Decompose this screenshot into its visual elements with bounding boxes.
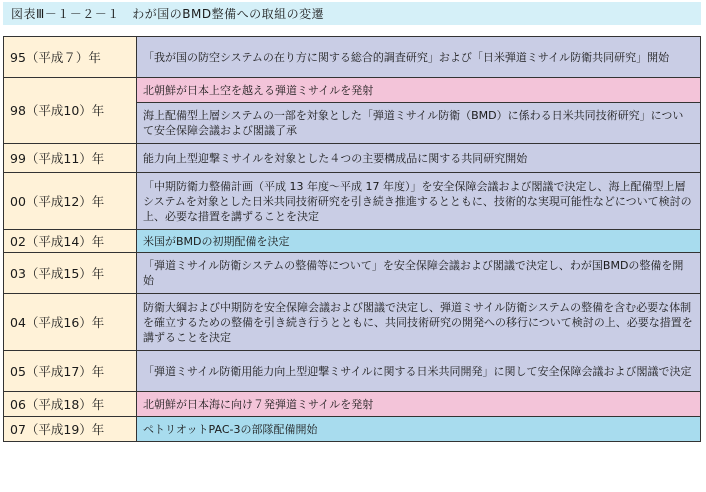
year-cell: 98（平成10）年 (4, 78, 137, 144)
table-row (4, 392, 701, 417)
event-cell: 海上配備型上層システムの一部を対象とした「弾道ミサイル防衛（BMD）に係わる日米共同技術研究」について安全保障会議および閣議了承 (137, 103, 701, 144)
table-row (4, 230, 701, 253)
year-cell: 04（平成16）年 (4, 294, 137, 351)
event-cell: 米国がBMDの初期配備を決定 (137, 230, 701, 253)
year-cell: 95（平成７）年 (4, 37, 137, 78)
event-cell: 北朝鮮が日本海に向け７発弾道ミサイルを発射 (137, 392, 701, 417)
table-row (4, 351, 701, 392)
event-cell: ペトリオットPAC-3の部隊配備開始 (137, 417, 701, 442)
event-cell: 防衛大綱および中期防を安全保障会議および閣議で決定し、弾道ミサイル防衛システムの整備を含む必要な体制を確立するための整備を引き続き行うとともに、共同技術研究の開発への移行について検討の上、必要な措置を講ずることを決定 (137, 294, 701, 351)
event-cell: 「中期防衛力整備計画（平成 13 年度〜平成 17 年度）」を安全保障会議および閣議で決定し、海上配備型上層システムを対象とした日米共同技術研究を引き続き推進するとともに、技術的な実現可能性などについて検討の上、必要な措置を講ずることを決定 (137, 173, 701, 230)
year-cell: 03（平成15）年 (4, 253, 137, 294)
table-row (4, 417, 701, 442)
event-cell: 「弾道ミサイル防衛用能力向上型迎撃ミサイルに関する日米共同開発」に関して安全保障会議および閣議で決定 (137, 351, 701, 392)
table-row (4, 144, 701, 173)
event-cell: 北朝鮮が日本上空を越える弾道ミサイルを発射 (137, 78, 701, 103)
figure-title: 図表Ⅲ－１－２－１ わが国のBMD整備への取組の変遷 (3, 2, 701, 25)
year-cell: 07（平成19）年 (4, 417, 137, 442)
event-cell: 「我が国の防空システムの在り方に関する総合的調査研究」および「日米弾道ミサイル防衛共同研究」開始 (137, 37, 701, 78)
year-cell: 00（平成12）年 (4, 173, 137, 230)
year-cell: 02（平成14）年 (4, 230, 137, 253)
table-row (4, 37, 701, 78)
year-cell: 05（平成17）年 (4, 351, 137, 392)
table-row (4, 78, 701, 103)
event-cell: 能力向上型迎撃ミサイルを対象とした４つの主要構成品に関する共同研究開始 (137, 144, 701, 173)
table-row (4, 294, 701, 351)
event-cell: 「弾道ミサイル防衛システムの整備等について」を安全保障会議および閣議で決定し、わが国BMDの整備を開始 (137, 253, 701, 294)
table-row (4, 253, 701, 294)
timeline-table (3, 36, 701, 442)
year-cell: 99（平成11）年 (4, 144, 137, 173)
year-cell: 06（平成18）年 (4, 392, 137, 417)
table-row (4, 173, 701, 230)
